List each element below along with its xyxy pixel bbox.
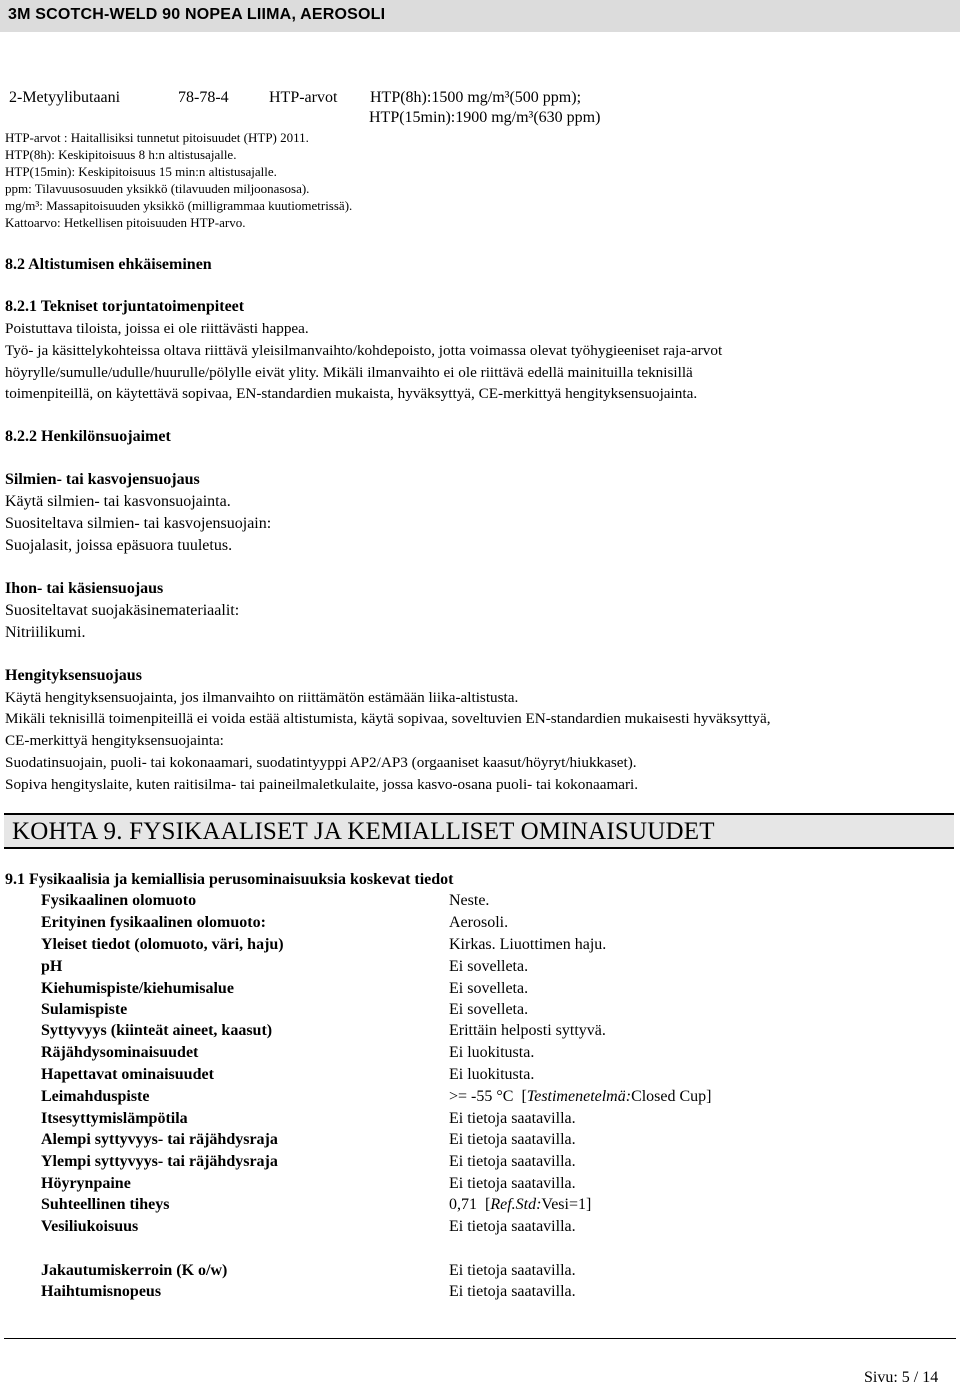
property-value: Ei tietoja saatavilla. [449,1283,576,1300]
limit-type: HTP-arvot [269,89,338,106]
property-label: Syttyvyys (kiinteät aineet, kaasut) [41,1022,273,1039]
section-8-2-1-heading: 8.2.1 Tekniset torjuntatoimenpiteet [5,298,245,315]
limit-value-line1: HTP(8h):1500 mg/m³(500 ppm); [370,89,582,106]
paragraph-line: Työ- ja käsittelykohteissa oltava riittävä yleisilmanvaihto/kohdepoisto, jotta voimassa olevat työhygieeniset raja-arvot [5,342,723,359]
footnote-line: mg/m³: Massapitoisuuden yksikkö (milligrammaa kuutiometrissä). [5,198,353,213]
footnote-line: HTP-arvot : Haitallisiksi tunnetut pitoisuudet (HTP) 2011. [5,130,309,145]
section-9-1-heading: 9.1 Fysikaalisia ja kemiallisia perusominaisuuksia koskevat tiedot [5,871,454,888]
flash-point-value: >= -55 °C [449,1088,514,1105]
property-label: Fysikaalinen olomuoto [41,892,197,909]
paragraph-line: Suojalasit, joissa epäsuora tuuletus. [5,537,233,554]
property-value: Kirkas. Liuottimen haju. [449,936,607,953]
paragraph-line: höyrylle/sumulle/udulle/huurulle/pölylle eivät ylity. Mikäli ilmanvaihto ei ole riittävä edellä mainituilla teknisillä [5,364,693,381]
section-9-banner [4,813,954,849]
property-label: Leimahduspiste [41,1088,150,1105]
property-value-with-note [449,1196,591,1214]
property-value: Erittäin helposti syttyvä. [449,1022,606,1039]
property-value: Aerosoli. [449,914,509,931]
property-value: Ei tietoja saatavilla. [449,1110,576,1127]
paragraph-line: Suositeltava silmien- tai kasvojensuojain: [5,515,272,532]
paragraph-line: Suodatinsuojain, puoli- tai kokonaamari, suodatintyyppi AP2/AP3 (orgaaniset kaasut/höyryt/hiukkaset). [5,754,637,771]
property-value: Ei tietoja saatavilla. [449,1175,576,1192]
note-bracket: [ [521,1088,527,1105]
property-label: Vesiliukoisuus [41,1218,139,1235]
reference-value: Vesi=1] [541,1196,592,1213]
limit-value-line2: HTP(15min):1900 mg/m³(630 ppm) [369,109,601,126]
document-title: 3M SCOTCH-WELD 90 NOPEA LIIMA, AEROSOLI [8,6,386,23]
substance-name: 2-Metyylibutaani [9,89,121,106]
footnote-line: HTP(15min): Keskipitoisuus 15 min:n altistusajalle. [5,164,277,179]
property-label: Hapettavat ominaisuudet [41,1066,214,1083]
property-label: Kiehumispiste/kiehumisalue [41,980,234,997]
skin-protection-heading: Ihon- tai käsiensuojaus [5,580,164,597]
test-method-label: Testimenetelmä: [526,1088,632,1105]
paragraph-line: Suositeltavat suojakäsinemateriaalit: [5,602,240,619]
property-value: Ei luokitusta. [449,1066,535,1083]
property-value: Ei sovelleta. [449,980,529,997]
section-9-title: KOHTA 9. FYSIKAALISET JA KEMIALLISET OMINAISUUDET [12,818,715,845]
paragraph-line: Mikäli teknisillä toimenpiteillä ei voida estää altistumista, käytä sopivaa, soveltuvien EN-standardien mukaisesti hyväksyttyä, [5,710,771,727]
paragraph-line: Nitriilikumi. [5,624,86,641]
reference-label: Ref.Std: [490,1196,542,1213]
paragraph-line: Käytä hengityksensuojainta, jos ilmanvaihto on riittämätön estämään liika-altistusta. [5,689,519,706]
paragraph-line: Sopiva hengityslaite, kuten raitisilma- tai paineilmaletkulaite, jossa kasvo-osana puoli- tai kokonaamari. [5,776,639,793]
footnote-line: ppm: Tilavuusosuuden yksikkö (tilavuuden miljoonasosa). [5,181,310,196]
property-label: Haihtumisnopeus [41,1283,162,1300]
property-label: Jakautumiskerroin (K o/w) [41,1262,228,1279]
property-label: Yleiset tiedot (olomuoto, väri, haju) [41,936,284,953]
property-label: Erityinen fysikaalinen olomuoto: [41,914,266,931]
paragraph-line: Käytä silmien- tai kasvonsuojainta. [5,493,231,510]
respiratory-protection-heading: Hengityksensuojaus [5,667,142,684]
property-value: Ei sovelleta. [449,1001,529,1018]
property-value: Ei tietoja saatavilla. [449,1153,576,1170]
property-value: Ei tietoja saatavilla. [449,1131,576,1148]
footnote-line: Kattoarvo: Hetkellisen pitoisuuden HTP-arvo. [5,215,246,230]
document-header [0,0,960,32]
property-value-with-note [449,1088,712,1106]
property-label: Ylempi syttyvyys- tai räjähdysraja [41,1153,278,1170]
footer-divider [4,1338,956,1339]
paragraph-line: toimenpiteillä, on käytettävä sopivaa, EN-standardien mukaista, hyväksyttyä, CE-merkittyä hengityksensuojainta. [5,385,698,402]
page-number: Sivu: 5 / 14 [864,1369,939,1386]
note-bracket: [ [485,1196,491,1213]
property-value: Ei sovelleta. [449,958,529,975]
paragraph-line: CE-merkittyä hengityksensuojainta: [5,732,224,749]
section-8-2-heading: 8.2 Altistumisen ehkäiseminen [5,256,212,273]
property-value: Neste. [449,892,490,909]
property-label: Sulamispiste [41,1001,128,1018]
property-label: Itsesyttymislämpötila [41,1110,188,1127]
section-8-2-2-heading: 8.2.2 Henkilönsuojaimet [5,428,171,445]
property-label: Höyrynpaine [41,1175,131,1192]
property-value: Ei tietoja saatavilla. [449,1218,576,1235]
density-value: 0,71 [449,1196,477,1213]
eye-protection-heading: Silmien- tai kasvojensuojaus [5,471,200,488]
property-value: Ei luokitusta. [449,1044,535,1061]
test-method-value: Closed Cup] [631,1088,712,1105]
paragraph-line: Poistuttava tiloista, joissa ei ole riittävästi happea. [5,320,309,337]
property-label: Räjähdysominaisuudet [41,1044,199,1061]
property-label: Suhteellinen tiheys [41,1196,170,1213]
property-label: pH [41,958,63,975]
cas-number: 78-78-4 [178,89,229,106]
property-label: Alempi syttyvyys- tai räjähdysraja [41,1131,278,1148]
footnote-line: HTP(8h): Keskipitoisuus 8 h:n altistusajalle. [5,147,237,162]
property-value: Ei tietoja saatavilla. [449,1262,576,1279]
